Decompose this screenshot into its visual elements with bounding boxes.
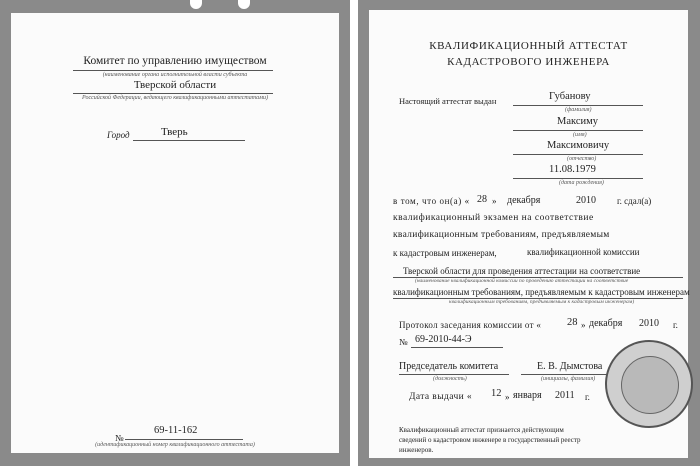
certificate-content-page (358, 0, 700, 466)
number-underline (125, 439, 243, 440)
protocol-number-underline (411, 347, 503, 348)
holder-patronymic: Максимовичу (547, 140, 610, 151)
surname-underline (513, 105, 643, 106)
protocol-mid: » (581, 320, 586, 330)
holder-birth-date: 11.08.1979 (549, 164, 596, 175)
protocol-number-label: № (399, 337, 408, 347)
region-caption: Российской Федерации, ведающего квалификационными аттестатами) (82, 95, 268, 101)
issued-to-label: Настоящий аттестат выдан (399, 96, 497, 106)
footer-line-2: сведений о кадастровом инженере в государственный реестр (399, 436, 581, 444)
patronymic-caption: (отчество) (567, 156, 597, 162)
protocol-suffix: г. (673, 320, 678, 330)
official-seal-stamp (605, 340, 693, 428)
body-line-1-text: квалификационный экзамен на соответствие (393, 213, 594, 223)
commission-start: квалификационной комиссии (527, 247, 640, 257)
protocol-day: 28 (567, 317, 578, 328)
protocol-prefix: Протокол заседания комиссии от « (399, 320, 542, 330)
chairman-position: Председатель комитета (399, 361, 499, 372)
issue-date-prefix: Дата выдачи « (409, 392, 473, 402)
chairman-name: Е. В. Дымстова (537, 361, 603, 372)
authority-caption: (наименование органа исполнительной власти субъекта (102, 72, 248, 78)
exam-date-prefix: в том, что он(а) « (393, 196, 470, 206)
title-line-2: КАДАСТРОВОГО ИНЖЕНЕРА (447, 56, 610, 68)
patronymic-underline (513, 154, 643, 155)
exam-date-mid: » (492, 196, 497, 206)
body-line-2-text: квалификационным требованиям, предъявляемым (393, 230, 610, 240)
issue-month: января (513, 390, 542, 401)
city-value: Тверь (161, 126, 188, 138)
footer-line-1: Квалификационный аттестат признается действующим (399, 426, 564, 434)
issue-year: 2011 (555, 390, 575, 401)
coat-of-arms-emblem (621, 356, 679, 414)
protocol-number: 69-2010-44-Э (415, 334, 472, 345)
issue-date-suffix: г. (585, 392, 590, 402)
title-line-1: КВАЛИФИКАЦИОННЫЙ АТТЕСТАТ (429, 40, 628, 52)
authority-name: Комитет по управлению имуществом (83, 55, 267, 67)
name-signature-caption: (инициалы, фамилия) (541, 376, 596, 382)
body-line-3: к кадастровым инженерам, (393, 248, 497, 258)
number-label: № (115, 433, 124, 443)
position-underline (399, 374, 509, 375)
birth-date-underline (513, 178, 643, 179)
number-caption: (идентификационный номер квалификационного аттестата) (95, 442, 255, 448)
footer-line-3: инженеров. (399, 446, 434, 454)
exam-date-suffix: г. сдал(а) (617, 196, 652, 206)
region-underline (73, 93, 273, 94)
body-line-1 (393, 213, 683, 223)
position-caption: (должность) (433, 376, 467, 382)
body-line-2 (393, 230, 683, 240)
exam-year: 2010 (576, 195, 596, 206)
city-underline (133, 140, 245, 141)
holder-surname: Губанову (549, 91, 591, 102)
city-label: Город (107, 130, 130, 140)
commission-caption-1: (наименование квалификационной комиссии по проведению аттестации на соответствие (415, 278, 629, 284)
protocol-year: 2010 (639, 318, 659, 329)
name-underline (513, 130, 643, 131)
cover-page-paper (11, 13, 339, 453)
certificate-number: 69-11-162 (154, 425, 198, 436)
exam-month: декабря (507, 195, 541, 206)
birth-date-caption: (дата рождения) (559, 180, 604, 186)
region-name: Тверской области (133, 79, 217, 91)
content-page-paper (369, 10, 688, 458)
holder-name: Максиму (557, 116, 599, 127)
name-caption: (имя) (573, 132, 587, 138)
commission-caption-2: квалификационным требованиям, предъявляемым к кадастровым инженерам) (449, 299, 635, 305)
authority-underline (73, 70, 273, 71)
commission-line-2: Тверской области для проведения аттестации на соответствие (403, 266, 641, 276)
issue-date-mid: » (505, 392, 510, 402)
surname-caption: (фамилия) (565, 107, 592, 113)
page-gutter (350, 0, 358, 466)
exam-day: 28 (477, 194, 487, 205)
commission-line-3: квалификационным требованиям, предъявляемым к кадастровым инженерам (393, 287, 690, 297)
issue-day: 12 (491, 388, 502, 399)
protocol-month: декабря (589, 318, 623, 329)
